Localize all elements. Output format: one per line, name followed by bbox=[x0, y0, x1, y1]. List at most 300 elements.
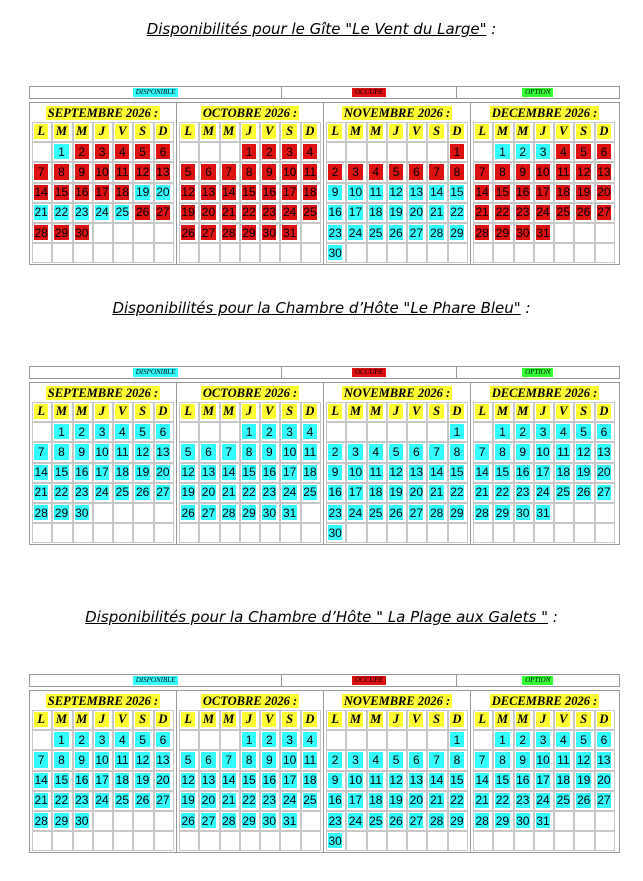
day-available: 14 bbox=[32, 463, 52, 483]
day-available: 8 bbox=[52, 442, 72, 462]
day-available: 25 bbox=[113, 791, 133, 811]
day-available: 20 bbox=[407, 483, 427, 503]
day-available: 14 bbox=[427, 183, 447, 203]
day-available: 8 bbox=[493, 750, 513, 770]
day-available: 26 bbox=[133, 791, 153, 811]
day-available: 3 bbox=[93, 422, 113, 442]
legend-bar-1 bbox=[29, 86, 620, 99]
legend-occupied-label: OCCUPE bbox=[352, 368, 386, 377]
day-available: 1 bbox=[52, 422, 72, 442]
month-title bbox=[326, 384, 468, 402]
day-available: 20 bbox=[154, 771, 174, 791]
day-available: 27 bbox=[199, 503, 219, 523]
day-available: 9 bbox=[260, 750, 280, 770]
day-available: 8 bbox=[240, 750, 260, 770]
month-title-label: SEPTEMBRE 2026 : bbox=[47, 106, 159, 120]
weekday-header: S bbox=[133, 402, 153, 422]
day-occupied: 6 bbox=[199, 162, 219, 182]
weekday-header: M bbox=[514, 122, 534, 142]
weekday-header: S bbox=[133, 710, 153, 730]
empty-cell bbox=[595, 523, 615, 543]
weekday-header: S bbox=[427, 710, 447, 730]
day-available: 25 bbox=[301, 791, 321, 811]
day-available: 15 bbox=[240, 771, 260, 791]
day-available: 15 bbox=[493, 771, 513, 791]
weekday-header: S bbox=[280, 710, 300, 730]
month-grid bbox=[32, 710, 174, 851]
day-occupied: 3 bbox=[346, 162, 366, 182]
day-available: 22 bbox=[493, 483, 513, 503]
day-available: 14 bbox=[473, 771, 493, 791]
day-available: 24 bbox=[93, 791, 113, 811]
empty-cell bbox=[554, 243, 574, 263]
day-occupied: 22 bbox=[493, 203, 513, 223]
day-available: 13 bbox=[595, 750, 615, 770]
empty-cell bbox=[346, 730, 366, 750]
day-available: 24 bbox=[534, 483, 554, 503]
month-grid bbox=[179, 402, 321, 543]
day-available: 3 bbox=[534, 142, 554, 162]
day-available: 18 bbox=[554, 463, 574, 483]
day-available: 12 bbox=[133, 442, 153, 462]
day-occupied: 28 bbox=[32, 223, 52, 243]
day-available: 7 bbox=[473, 442, 493, 462]
empty-cell bbox=[387, 142, 407, 162]
day-available: 15 bbox=[448, 771, 468, 791]
day-occupied: 6 bbox=[595, 142, 615, 162]
weekday-header: D bbox=[595, 710, 615, 730]
day-occupied: 9 bbox=[514, 162, 534, 182]
weekday-header: S bbox=[427, 402, 447, 422]
day-occupied: 19 bbox=[574, 183, 594, 203]
day-available: 12 bbox=[387, 183, 407, 203]
empty-cell bbox=[133, 523, 153, 543]
empty-cell bbox=[367, 142, 387, 162]
day-available: 25 bbox=[554, 483, 574, 503]
day-available: 30 bbox=[260, 811, 280, 831]
day-available: 18 bbox=[301, 771, 321, 791]
day-available: 23 bbox=[326, 503, 346, 523]
empty-cell bbox=[534, 523, 554, 543]
weekday-header: V bbox=[260, 402, 280, 422]
weekday-header: D bbox=[448, 402, 468, 422]
day-occupied: 14 bbox=[32, 183, 52, 203]
day-occupied: 28 bbox=[220, 223, 240, 243]
day-available: 27 bbox=[595, 483, 615, 503]
weekday-header: M bbox=[493, 710, 513, 730]
day-occupied: 7 bbox=[427, 162, 447, 182]
empty-cell bbox=[595, 503, 615, 523]
month-title-label: SEPTEMBRE 2026 : bbox=[47, 694, 159, 708]
day-occupied: 11 bbox=[301, 162, 321, 182]
day-available: 12 bbox=[133, 750, 153, 770]
day-occupied: 13 bbox=[154, 162, 174, 182]
day-available: 3 bbox=[346, 750, 366, 770]
day-available: 2 bbox=[73, 730, 93, 750]
day-available: 12 bbox=[574, 442, 594, 462]
day-available: 16 bbox=[326, 483, 346, 503]
weekday-header: M bbox=[514, 402, 534, 422]
weekday-header: D bbox=[595, 402, 615, 422]
day-available: 18 bbox=[554, 771, 574, 791]
weekday-header: V bbox=[554, 122, 574, 142]
month-title bbox=[179, 384, 321, 402]
empty-cell bbox=[113, 831, 133, 851]
empty-cell bbox=[346, 523, 366, 543]
day-occupied: 5 bbox=[574, 142, 594, 162]
empty-cell bbox=[574, 831, 594, 851]
day-available: 19 bbox=[133, 771, 153, 791]
day-available: 6 bbox=[407, 442, 427, 462]
weekday-header: D bbox=[301, 710, 321, 730]
day-available: 29 bbox=[448, 223, 468, 243]
weekday-header: S bbox=[280, 122, 300, 142]
day-available: 22 bbox=[493, 791, 513, 811]
day-occupied: 13 bbox=[199, 183, 219, 203]
day-available: 21 bbox=[220, 791, 240, 811]
day-occupied: 22 bbox=[240, 203, 260, 223]
empty-cell bbox=[280, 243, 300, 263]
weekday-header: S bbox=[133, 122, 153, 142]
day-available: 29 bbox=[448, 811, 468, 831]
month-1 bbox=[30, 691, 177, 852]
day-available: 9 bbox=[326, 463, 346, 483]
day-available: 4 bbox=[113, 422, 133, 442]
day-available: 31 bbox=[534, 503, 554, 523]
day-available: 21 bbox=[427, 483, 447, 503]
empty-cell bbox=[220, 142, 240, 162]
day-available: 13 bbox=[407, 183, 427, 203]
day-occupied: 9 bbox=[260, 162, 280, 182]
empty-cell bbox=[179, 730, 199, 750]
empty-cell bbox=[473, 523, 493, 543]
day-occupied: 15 bbox=[52, 183, 72, 203]
day-occupied: 17 bbox=[93, 183, 113, 203]
empty-cell bbox=[32, 243, 52, 263]
day-occupied: 24 bbox=[280, 203, 300, 223]
empty-cell bbox=[473, 831, 493, 851]
day-available: 27 bbox=[154, 483, 174, 503]
legend-option-label: OPTION bbox=[522, 88, 553, 97]
day-available: 28 bbox=[427, 811, 447, 831]
day-available: 7 bbox=[32, 442, 52, 462]
day-available: 6 bbox=[407, 750, 427, 770]
day-occupied: 2 bbox=[326, 162, 346, 182]
legend-available bbox=[30, 367, 282, 378]
legend-available-label: DISPONIBLE bbox=[133, 368, 179, 377]
day-available: 6 bbox=[154, 730, 174, 750]
day-occupied: 16 bbox=[260, 183, 280, 203]
day-available: 1 bbox=[52, 142, 72, 162]
day-occupied: 1 bbox=[448, 142, 468, 162]
day-occupied: 29 bbox=[493, 223, 513, 243]
day-available: 29 bbox=[493, 811, 513, 831]
day-available: 19 bbox=[574, 771, 594, 791]
weekday-header: D bbox=[154, 710, 174, 730]
calendar-plage-aux-galets bbox=[29, 690, 620, 853]
day-occupied: 5 bbox=[133, 142, 153, 162]
empty-cell bbox=[32, 730, 52, 750]
day-available: 16 bbox=[73, 771, 93, 791]
empty-cell bbox=[93, 243, 113, 263]
empty-cell bbox=[93, 811, 113, 831]
empty-cell bbox=[301, 811, 321, 831]
day-available: 24 bbox=[93, 203, 113, 223]
day-available: 28 bbox=[32, 503, 52, 523]
empty-cell bbox=[260, 831, 280, 851]
day-occupied: 12 bbox=[179, 183, 199, 203]
empty-cell bbox=[367, 243, 387, 263]
empty-cell bbox=[179, 523, 199, 543]
day-available: 30 bbox=[326, 243, 346, 263]
day-occupied: 26 bbox=[133, 203, 153, 223]
empty-cell bbox=[326, 422, 346, 442]
legend-option bbox=[457, 367, 619, 378]
day-available: 14 bbox=[427, 463, 447, 483]
day-available: 19 bbox=[387, 483, 407, 503]
day-available: 21 bbox=[32, 203, 52, 223]
day-available: 17 bbox=[280, 463, 300, 483]
weekday-header: L bbox=[32, 710, 52, 730]
day-occupied: 11 bbox=[113, 162, 133, 182]
day-available: 11 bbox=[301, 442, 321, 462]
day-available: 25 bbox=[367, 811, 387, 831]
empty-cell bbox=[407, 243, 427, 263]
month-grid bbox=[326, 402, 468, 543]
empty-cell bbox=[427, 243, 447, 263]
day-available: 6 bbox=[595, 422, 615, 442]
empty-cell bbox=[240, 243, 260, 263]
day-available: 14 bbox=[220, 463, 240, 483]
empty-cell bbox=[387, 831, 407, 851]
day-available: 29 bbox=[52, 811, 72, 831]
empty-cell bbox=[514, 831, 534, 851]
legend-occupied bbox=[282, 675, 456, 686]
empty-cell bbox=[427, 422, 447, 442]
day-occupied: 8 bbox=[240, 162, 260, 182]
weekday-header: D bbox=[154, 122, 174, 142]
day-available: 10 bbox=[346, 463, 366, 483]
empty-cell bbox=[32, 831, 52, 851]
empty-cell bbox=[407, 730, 427, 750]
day-available: 22 bbox=[52, 483, 72, 503]
day-available: 10 bbox=[346, 183, 366, 203]
day-available: 15 bbox=[448, 183, 468, 203]
empty-cell bbox=[280, 831, 300, 851]
empty-cell bbox=[260, 523, 280, 543]
day-available: 22 bbox=[448, 791, 468, 811]
day-occupied: 6 bbox=[407, 162, 427, 182]
weekday-header: L bbox=[326, 122, 346, 142]
legend-option-label: OPTION bbox=[522, 676, 553, 685]
day-available: 4 bbox=[301, 422, 321, 442]
weekday-header: V bbox=[260, 122, 280, 142]
day-available: 21 bbox=[220, 483, 240, 503]
day-available: 16 bbox=[514, 771, 534, 791]
day-available: 28 bbox=[473, 503, 493, 523]
day-available: 24 bbox=[346, 223, 366, 243]
day-available: 1 bbox=[240, 422, 260, 442]
weekday-header: M bbox=[346, 122, 366, 142]
empty-cell bbox=[427, 523, 447, 543]
day-occupied: 2 bbox=[260, 142, 280, 162]
day-available: 26 bbox=[574, 483, 594, 503]
empty-cell bbox=[179, 142, 199, 162]
day-available: 6 bbox=[154, 422, 174, 442]
empty-cell bbox=[199, 523, 219, 543]
day-available: 18 bbox=[301, 463, 321, 483]
day-available: 11 bbox=[301, 750, 321, 770]
month-2 bbox=[177, 691, 324, 852]
day-available: 29 bbox=[240, 811, 260, 831]
day-available: 3 bbox=[280, 422, 300, 442]
weekday-header: M bbox=[220, 122, 240, 142]
day-available: 28 bbox=[220, 503, 240, 523]
empty-cell bbox=[220, 523, 240, 543]
day-available: 23 bbox=[326, 223, 346, 243]
day-available: 10 bbox=[93, 750, 113, 770]
day-available: 11 bbox=[367, 463, 387, 483]
day-occupied: 25 bbox=[301, 203, 321, 223]
weekday-header: J bbox=[240, 710, 260, 730]
day-available: 9 bbox=[73, 750, 93, 770]
calendar-phare-bleu bbox=[29, 382, 620, 545]
day-available: 23 bbox=[514, 791, 534, 811]
day-available: 30 bbox=[73, 503, 93, 523]
day-available: 26 bbox=[179, 503, 199, 523]
empty-cell bbox=[199, 831, 219, 851]
empty-cell bbox=[407, 142, 427, 162]
empty-cell bbox=[427, 730, 447, 750]
empty-cell bbox=[407, 523, 427, 543]
day-occupied: 11 bbox=[554, 162, 574, 182]
day-available: 5 bbox=[574, 730, 594, 750]
day-available: 4 bbox=[301, 730, 321, 750]
day-available: 14 bbox=[473, 463, 493, 483]
day-available: 23 bbox=[260, 483, 280, 503]
day-available: 2 bbox=[326, 442, 346, 462]
month-3 bbox=[324, 103, 471, 264]
day-available: 8 bbox=[52, 750, 72, 770]
day-available: 21 bbox=[32, 483, 52, 503]
day-available: 23 bbox=[514, 483, 534, 503]
weekday-header: V bbox=[113, 710, 133, 730]
day-available: 29 bbox=[493, 503, 513, 523]
day-available: 9 bbox=[326, 771, 346, 791]
day-available: 16 bbox=[73, 463, 93, 483]
legend-occupied-label: OCCUPE bbox=[352, 88, 386, 97]
weekday-header: J bbox=[240, 122, 260, 142]
day-occupied: 29 bbox=[52, 223, 72, 243]
day-occupied: 14 bbox=[220, 183, 240, 203]
day-occupied: 18 bbox=[554, 183, 574, 203]
weekday-header: J bbox=[93, 710, 113, 730]
empty-cell bbox=[301, 223, 321, 243]
day-available: 27 bbox=[595, 791, 615, 811]
month-title bbox=[179, 692, 321, 710]
legend-option bbox=[457, 675, 619, 686]
empty-cell bbox=[493, 243, 513, 263]
day-available: 25 bbox=[301, 483, 321, 503]
empty-cell bbox=[301, 243, 321, 263]
day-available: 1 bbox=[52, 730, 72, 750]
day-occupied: 4 bbox=[113, 142, 133, 162]
day-available: 25 bbox=[367, 223, 387, 243]
month-4 bbox=[471, 383, 618, 544]
day-occupied: 25 bbox=[554, 203, 574, 223]
day-available: 9 bbox=[326, 183, 346, 203]
day-occupied: 28 bbox=[473, 223, 493, 243]
day-available: 12 bbox=[574, 750, 594, 770]
empty-cell bbox=[32, 523, 52, 543]
day-available: 11 bbox=[554, 442, 574, 462]
empty-cell bbox=[534, 831, 554, 851]
empty-cell bbox=[113, 811, 133, 831]
day-occupied: 6 bbox=[154, 142, 174, 162]
empty-cell bbox=[473, 142, 493, 162]
day-available: 5 bbox=[179, 750, 199, 770]
day-available: 20 bbox=[595, 771, 615, 791]
empty-cell bbox=[240, 831, 260, 851]
month-grid bbox=[179, 710, 321, 851]
day-available: 8 bbox=[240, 442, 260, 462]
day-available: 4 bbox=[554, 730, 574, 750]
day-available: 13 bbox=[199, 463, 219, 483]
empty-cell bbox=[199, 142, 219, 162]
weekday-header: M bbox=[52, 710, 72, 730]
day-occupied: 24 bbox=[534, 203, 554, 223]
empty-cell bbox=[367, 831, 387, 851]
day-available: 6 bbox=[199, 442, 219, 462]
month-2 bbox=[177, 383, 324, 544]
day-available: 29 bbox=[448, 503, 468, 523]
weekday-header: D bbox=[448, 710, 468, 730]
day-available: 8 bbox=[493, 442, 513, 462]
day-occupied: 30 bbox=[260, 223, 280, 243]
day-available: 20 bbox=[199, 483, 219, 503]
day-occupied: 15 bbox=[493, 183, 513, 203]
month-grid bbox=[473, 710, 616, 851]
day-available: 12 bbox=[179, 463, 199, 483]
weekday-header: M bbox=[367, 122, 387, 142]
day-available: 22 bbox=[448, 203, 468, 223]
day-occupied: 10 bbox=[534, 162, 554, 182]
empty-cell bbox=[301, 523, 321, 543]
weekday-header: S bbox=[574, 402, 594, 422]
day-occupied: 20 bbox=[199, 203, 219, 223]
month-title-label: OCTOBRE 2026 : bbox=[202, 694, 298, 708]
day-available: 7 bbox=[427, 442, 447, 462]
day-available: 18 bbox=[367, 791, 387, 811]
day-available: 16 bbox=[326, 203, 346, 223]
day-available: 30 bbox=[73, 811, 93, 831]
empty-cell bbox=[407, 831, 427, 851]
empty-cell bbox=[133, 831, 153, 851]
empty-cell bbox=[32, 142, 52, 162]
day-available: 1 bbox=[493, 142, 513, 162]
day-available: 15 bbox=[52, 463, 72, 483]
weekday-header: M bbox=[73, 402, 93, 422]
day-available: 2 bbox=[514, 422, 534, 442]
day-available: 20 bbox=[595, 463, 615, 483]
day-available: 22 bbox=[52, 791, 72, 811]
day-occupied: 4 bbox=[554, 142, 574, 162]
day-available: 27 bbox=[407, 503, 427, 523]
weekday-header: M bbox=[73, 710, 93, 730]
day-available: 13 bbox=[595, 442, 615, 462]
day-occupied: 27 bbox=[154, 203, 174, 223]
empty-cell bbox=[154, 243, 174, 263]
